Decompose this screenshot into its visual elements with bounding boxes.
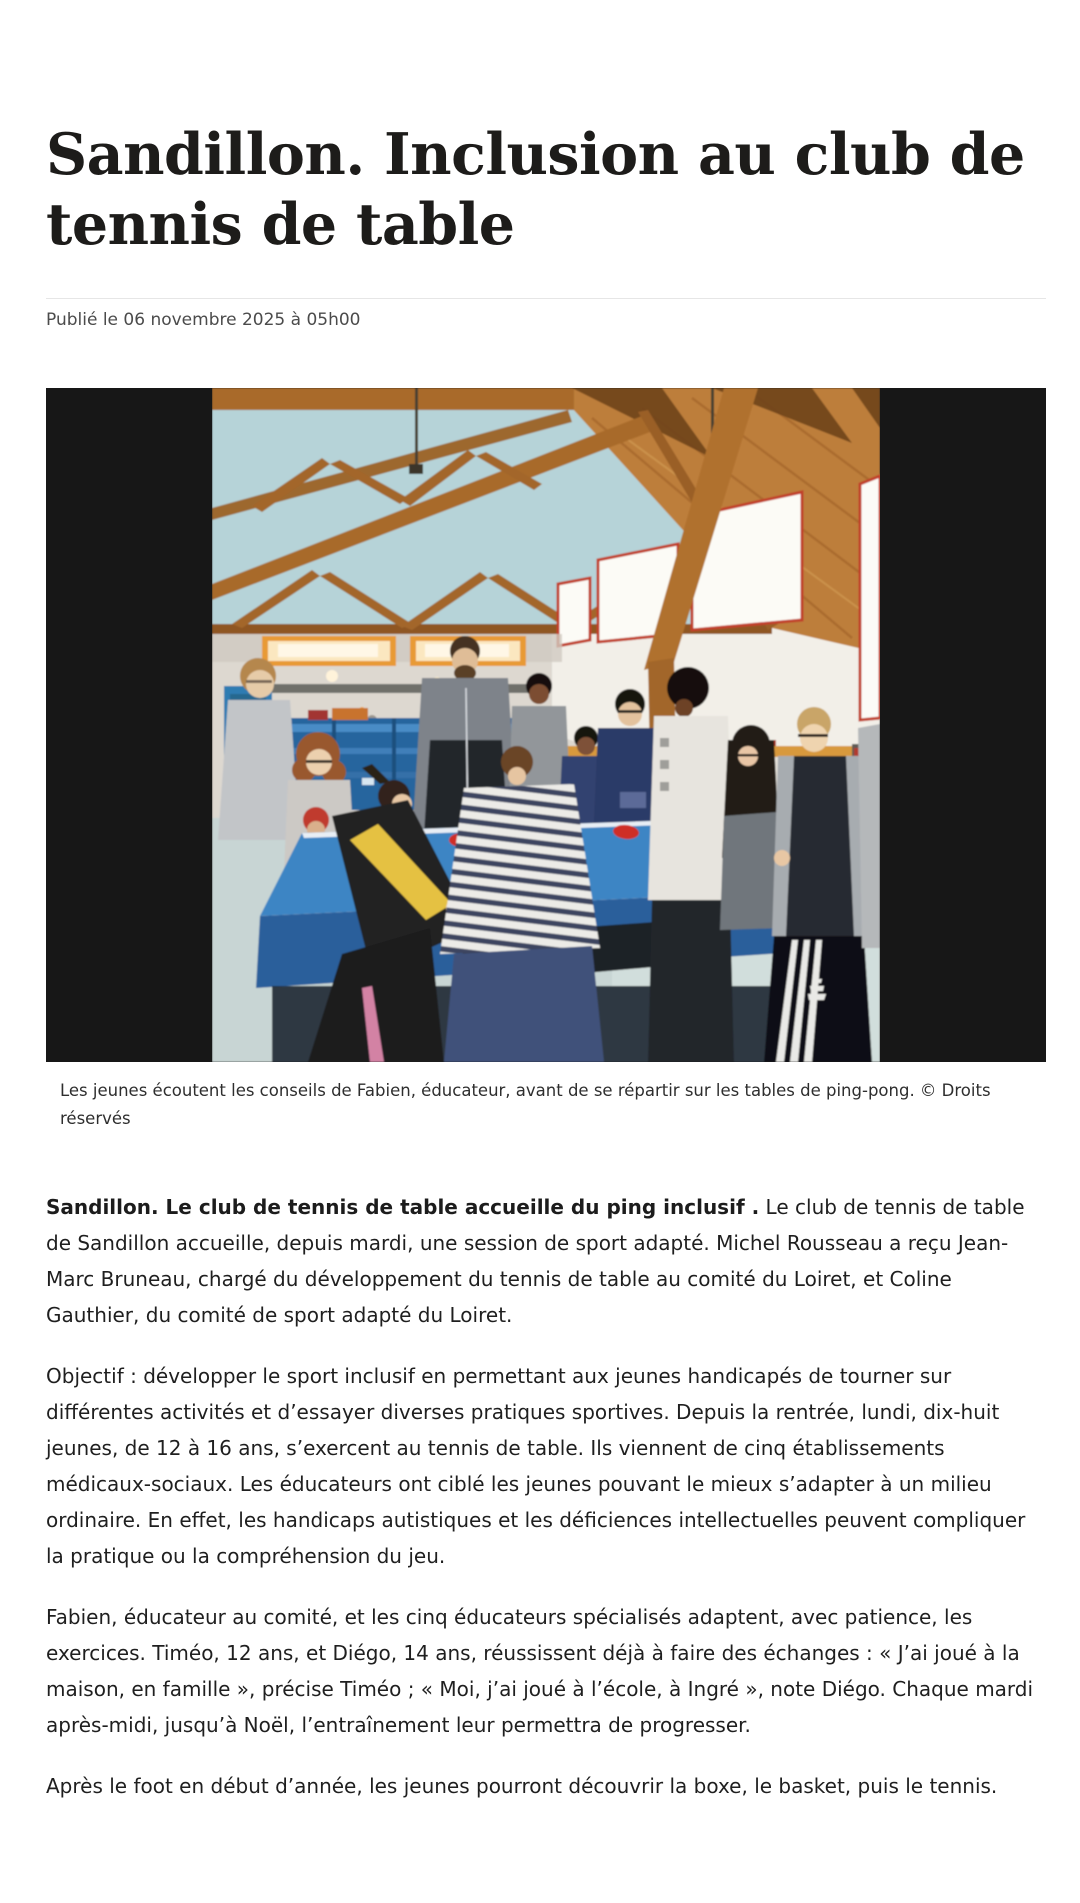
paragraph-1-rest: Le club de tennis de table de Sandillon accueille, depuis mardi, une session de sport adapté. Michel Rousseau a reçu Jean-Marc Bruneau, chargé du développement du tennis de table au comité du Loiret, et Coline Gauthier, du comité de sport adapté du Loiret.: [46, 1195, 1025, 1327]
article-photo-illustration: [212, 388, 880, 1062]
article-title-line-2: tennis de table: [46, 191, 515, 258]
publish-date: Publié le 06 novembre 2025 à 05h00: [46, 310, 361, 330]
paragraph-3: Fabien, éducateur au comité, et les cinq éducateurs spécialisés adaptent, avec patience, les exercices. Timéo, 12 ans, et Diégo, 14 ans, réussissent déjà à faire des échanges : « J’ai joué à la maison, en famille », précise Timéo ; « Moi, j’ai joué à l’école, à Ingré », note Diégo. Chaque mardi après-midi, jusqu’à Noël, l’entraînement leur permettra de progresser.: [46, 1605, 1034, 1737]
article-body: [46, 1189, 1046, 1804]
paragraph-2: Objectif : développer le sport inclusif en permettant aux jeunes handicapés de tourner sur différentes activités et d’essayer diverses pratiques sportives. Depuis la rentrée, lundi, dix-huit jeunes, de 12 à 16 ans, s’exercent au tennis de table. Ils viennent de cinq établissements médicaux-sociaux. Les éducateurs ont ciblé les jeunes pouvant le mieux s’adapter à un milieu ordinaire. En effet, les handicaps autistiques et les déficiences intellectuelles peuvent compliquer la pratique ou la compréhension du jeu.: [46, 1364, 1026, 1568]
paragraph-4: Après le foot en début d’année, les jeunes pourront découvrir la boxe, le basket, puis le tennis.: [46, 1774, 998, 1798]
article-page: [46, 0, 1046, 1843]
paragraph-1-lead: Sandillon. Le club de tennis de table accueille du ping inclusif .: [46, 1195, 760, 1219]
article-title-line-1: Sandillon. Inclusion au club de: [46, 121, 1025, 188]
article-title: [46, 120, 1046, 260]
title-divider: [46, 298, 1046, 299]
article-photo: [46, 388, 1046, 1062]
photo-caption: Les jeunes écoutent les conseils de Fabien, éducateur, avant de se répartir sur les tables de ping-pong. © Droits réservés: [60, 1081, 991, 1128]
paragraph-1: [46, 1189, 1046, 1333]
